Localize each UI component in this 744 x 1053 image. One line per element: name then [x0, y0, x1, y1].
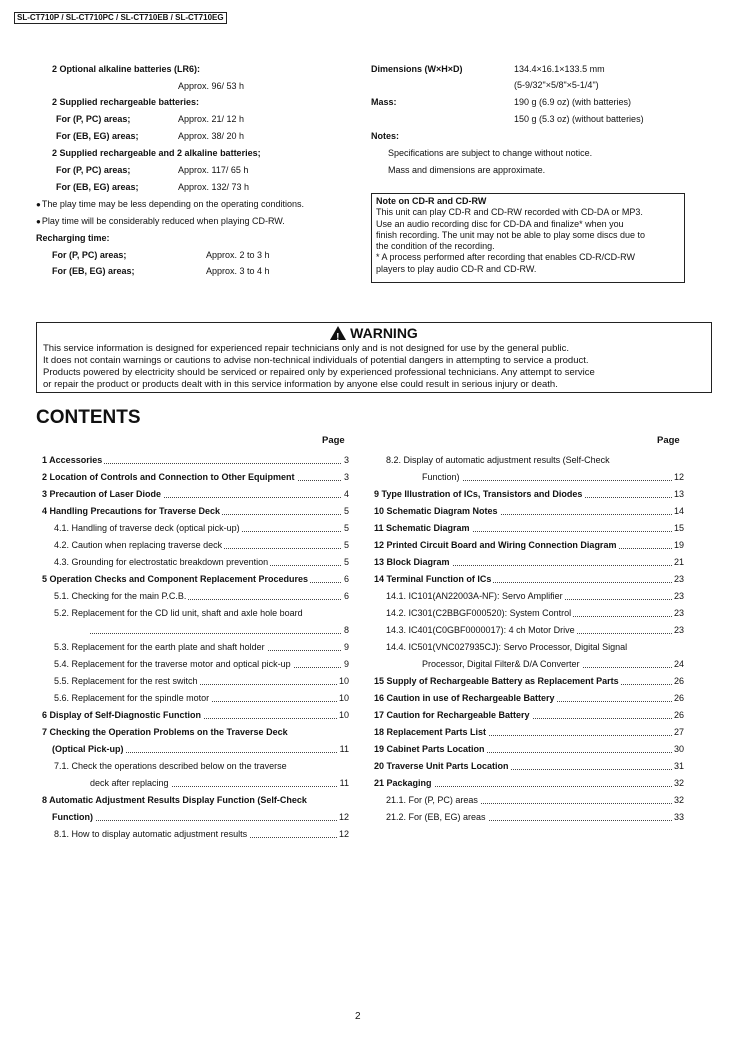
toc-entry-page: 10 [337, 707, 349, 724]
toc-entry-title: 12 Printed Circuit Board and Wiring Connection Diagram [374, 537, 618, 554]
toc-entry-title: 9 Type Illustration of ICs, Transistors and Diodes [374, 486, 584, 503]
toc-entry-page: 31 [672, 758, 684, 775]
toc-entry[interactable] [374, 520, 684, 537]
toc-entry[interactable] [42, 656, 349, 673]
toc-entry[interactable] [42, 469, 349, 486]
toc-entry-page: 26 [672, 690, 684, 707]
toc-entry-page: 12 [337, 826, 349, 843]
toc-left-column [42, 452, 349, 843]
play-time-note: ● The play time may be less depending on the operating conditions. [36, 199, 304, 210]
battery-spec-value: Approx. 117/ 65 h [178, 165, 249, 175]
battery-spec-label: 2 Optional alkaline batteries (LR6): [52, 64, 201, 74]
toc-entry-page: 3 [342, 469, 349, 486]
note-box-line: finish recording. The unit may not be able to play some discs due to [376, 229, 645, 240]
toc-entry[interactable] [374, 690, 684, 707]
toc-entry[interactable] [374, 571, 684, 588]
recharging-value: Approx. 3 to 4 h [206, 266, 270, 276]
warning-line: It does not contain warnings or cautions to advise non-technical individuals of potential dangers in attempting to service a product. [43, 355, 589, 366]
toc-entry-title: 13 Block Diagram [374, 554, 452, 571]
battery-spec-value: Approx. 132/ 73 h [178, 182, 250, 192]
toc-entry-title: 6 Display of Self-Diagnostic Function [42, 707, 203, 724]
toc-entry-title: 21 Packaging [374, 775, 434, 792]
toc-entry-title: 18 Replacement Parts List [374, 724, 488, 741]
toc-entry[interactable] [42, 724, 349, 741]
toc-entry-page: 5 [342, 520, 349, 537]
toc-right-column [374, 452, 684, 826]
toc-entry-page: 6 [342, 588, 349, 605]
toc-entry[interactable] [42, 775, 349, 792]
note-box-line: players to play audio CD-R and CD-RW. [376, 263, 537, 274]
toc-entry[interactable] [42, 452, 349, 469]
toc-entry[interactable] [374, 469, 684, 486]
toc-entry-page: 11 [338, 775, 349, 792]
toc-entry[interactable] [374, 707, 684, 724]
toc-entry-page: 12 [337, 809, 349, 826]
toc-entry-page: 26 [672, 707, 684, 724]
toc-entry-title: 10 Schematic Diagram Notes [374, 503, 500, 520]
toc-leader-dots [90, 633, 349, 634]
toc-entry[interactable] [42, 792, 349, 809]
model-header: SL-CT710P / SL-CT710PC / SL-CT710EB / SL-CT710EG [14, 12, 227, 24]
toc-entry-page: 5 [342, 537, 349, 554]
toc-entry-title: 7.1. Check the operations described below on the traverse [54, 758, 289, 775]
toc-entry-title: 8.1. How to display automatic adjustment results [54, 826, 249, 843]
toc-entry[interactable] [42, 673, 349, 690]
battery-spec-label: 2 Supplied rechargeable batteries: [52, 97, 200, 107]
toc-entry[interactable] [42, 809, 349, 826]
toc-entry[interactable] [374, 775, 684, 792]
toc-entry-title: 19 Cabinet Parts Location [374, 741, 487, 758]
toc-entry-title: (Optical Pick-up) [52, 741, 126, 758]
toc-entry-title: 21.1. For (P, PC) areas [386, 792, 480, 809]
toc-entry[interactable] [374, 809, 684, 826]
toc-entry-page: 11 [338, 741, 349, 758]
warning-title-text: WARNING [350, 325, 418, 341]
mass-value: 190 g (6.9 oz) (with batteries) [514, 97, 632, 107]
battery-spec-value: Approx. 21/ 12 h [178, 114, 245, 124]
toc-entry-title: 8 Automatic Adjustment Results Display Function (Self-Check [42, 792, 309, 809]
cd-r-rw-note-box [371, 193, 685, 283]
toc-entry[interactable] [374, 741, 684, 758]
warning-line: or repair the product or products dealt with in this service information by anyone else could result in serious injury or death. [43, 379, 558, 390]
toc-entry[interactable] [42, 605, 349, 622]
toc-entry-title: 3 Precaution of Laser Diode [42, 486, 163, 503]
toc-entry-title: 20 Traverse Unit Parts Location [374, 758, 511, 775]
toc-entry-page: 12 [672, 469, 684, 486]
toc-entry-page: 13 [672, 486, 684, 503]
toc-entry-title: Function) [422, 469, 462, 486]
toc-entry[interactable] [374, 656, 684, 673]
toc-entry-title: 4.3. Grounding for electrostatic breakdown prevention [54, 554, 270, 571]
battery-spec-label: 2 Supplied rechargeable and 2 alkaline batteries; [52, 148, 261, 158]
toc-entry-page: 32 [672, 775, 684, 792]
toc-entry-page: 9 [342, 656, 349, 673]
toc-entry-page: 23 [672, 588, 684, 605]
toc-entry-title: 4.2. Caution when replacing traverse deck [54, 537, 224, 554]
toc-entry[interactable] [374, 758, 684, 775]
toc-entry-page: 8 [342, 622, 349, 639]
battery-spec-label: For (EB, EG) areas; [56, 131, 139, 141]
mass-label: Mass: [371, 97, 397, 107]
toc-entry-title: 15 Supply of Rechargeable Battery as Replacement Parts [374, 673, 621, 690]
dimensions-label: Dimensions (W×H×D) [371, 64, 463, 74]
toc-entry-page: 14 [672, 503, 684, 520]
toc-entry[interactable] [374, 588, 684, 605]
toc-entry-page: 9 [342, 639, 349, 656]
page-column-label-right: Page [657, 435, 680, 446]
toc-entry[interactable] [42, 707, 349, 724]
toc-entry-page: 26 [672, 673, 684, 690]
toc-entry-title: Function) [52, 809, 95, 826]
toc-entry[interactable] [42, 588, 349, 605]
notes-label: Notes: [371, 131, 400, 141]
toc-entry[interactable] [374, 622, 684, 639]
dimensions-value: 134.4×16.1×133.5 mm [514, 64, 605, 74]
toc-entry[interactable] [42, 554, 349, 571]
contents-title: CONTENTS [36, 407, 141, 428]
note-mass-approx: Mass and dimensions are approximate. [388, 165, 546, 175]
toc-entry-title: 11 Schematic Diagram [374, 520, 472, 537]
toc-entry-title: 5 Operation Checks and Component Replacement Procedures [42, 571, 310, 588]
toc-entry[interactable] [42, 758, 349, 775]
toc-entry[interactable] [374, 639, 684, 656]
toc-entry[interactable] [42, 622, 349, 639]
toc-entry-title: Processor, Digital Filter& D/A Converter [422, 656, 582, 673]
toc-entry[interactable] [374, 605, 684, 622]
toc-entry-page: 6 [342, 571, 349, 588]
toc-entry-page: 23 [672, 622, 684, 639]
toc-entry-page: 15 [672, 520, 684, 537]
toc-entry-title: 5.4. Replacement for the traverse motor and optical pick-up [54, 656, 293, 673]
toc-entry-page: 4 [342, 486, 349, 503]
warning-triangle-icon [330, 326, 346, 340]
toc-entry[interactable] [374, 452, 684, 469]
toc-entry-title: 7 Checking the Operation Problems on the Traverse Deck [42, 724, 290, 741]
toc-entry[interactable] [42, 826, 349, 843]
toc-entry-page: 27 [672, 724, 684, 741]
page-number: 2 [355, 1011, 361, 1022]
toc-entry[interactable] [42, 537, 349, 554]
toc-entry-title: 14.4. IC501(VNC027935CJ): Servo Processor, Digital Signal [386, 639, 629, 656]
toc-entry-title: 5.3. Replacement for the earth plate and shaft holder [54, 639, 267, 656]
toc-entry-title: 14.3. IC401(C0GBF0000017): 4 ch Motor Drive [386, 622, 577, 639]
toc-entry-page: 21 [672, 554, 684, 571]
toc-entry-title: 17 Caution for Rechargeable Battery [374, 707, 532, 724]
toc-entry-page: 5 [342, 503, 349, 520]
toc-entry[interactable] [42, 571, 349, 588]
toc-entry-title: 14 Terminal Function of ICs [374, 571, 493, 588]
warning-line: Products powered by electricity should be serviced or repaired only by experienced professional technicians. Any attempt to service [43, 367, 595, 378]
toc-entry[interactable] [374, 554, 684, 571]
toc-entry-title: 21.2. For (EB, EG) areas [386, 809, 488, 826]
toc-entry-title: deck after replacing [90, 775, 171, 792]
note-box-title: Note on CD-R and CD-RW [376, 196, 487, 206]
recharging-value: Approx. 2 to 3 h [206, 250, 270, 260]
warning-title [43, 323, 705, 343]
note-specs-change: Specifications are subject to change without notice. [388, 148, 593, 158]
toc-entry-page: 3 [342, 452, 349, 469]
toc-entry-title: 5.1. Checking for the main P.C.B. [54, 588, 188, 605]
toc-entry-page: 32 [672, 792, 684, 809]
toc-entry-page: 19 [672, 537, 684, 554]
battery-spec-label: For (EB, EG) areas; [56, 182, 139, 192]
toc-entry-title: 2 Location of Controls and Connection to Other Equipment [42, 469, 297, 486]
toc-entry[interactable] [42, 503, 349, 520]
toc-entry-title: 14.1. IC101(AN22003A-NF): Servo Amplifier [386, 588, 565, 605]
toc-entry[interactable] [374, 503, 684, 520]
dimensions-value-imperial: (5-9/32"×5/8"×5-1/4") [514, 80, 599, 90]
warning-box [36, 322, 712, 393]
toc-entry-title: 5.5. Replacement for the rest switch [54, 673, 200, 690]
toc-entry-title: 5.2. Replacement for the CD lid unit, shaft and axle hole board [54, 605, 305, 622]
recharging-label: For (EB, EG) areas; [52, 266, 135, 276]
toc-entry-page: 23 [672, 605, 684, 622]
toc-entry[interactable] [374, 537, 684, 554]
note-box-line: This unit can play CD-R and CD-RW recorded with CD-DA or MP3. [376, 207, 643, 218]
battery-spec-value: Approx. 96/ 53 h [178, 81, 245, 91]
toc-entry-title: 16 Caution in use of Rechargeable Battery [374, 690, 557, 707]
toc-entry-page: 24 [672, 656, 684, 673]
toc-entry-page: 10 [337, 673, 349, 690]
toc-entry-title: 14.2. IC301(C2BBGF000520): System Control [386, 605, 573, 622]
toc-entry-page: 23 [672, 571, 684, 588]
toc-entry-title: 8.2. Display of automatic adjustment results (Self-Check [386, 452, 612, 469]
toc-entry-title: 4.1. Handling of traverse deck (optical pick-up) [54, 520, 242, 537]
toc-entry-title: 4 Handling Precautions for Traverse Deck [42, 503, 222, 520]
page-column-label-left: Page [322, 435, 345, 446]
recharging-label: For (P, PC) areas; [52, 250, 127, 260]
toc-entry[interactable] [42, 486, 349, 503]
toc-entry-page: 5 [342, 554, 349, 571]
toc-entry-page: 30 [672, 741, 684, 758]
toc-leader-dots [52, 820, 349, 821]
warning-line: This service information is designed for experienced repair technicians only and is not designed for use by the general public. [43, 343, 569, 354]
toc-entry-page: 10 [337, 690, 349, 707]
toc-entry-title: 5.6. Replacement for the spindle motor [54, 690, 211, 707]
toc-entry[interactable] [374, 673, 684, 690]
toc-entry[interactable] [374, 486, 684, 503]
note-box-line: Use an audio recording disc for CD-DA and finalize* when you [376, 218, 624, 229]
battery-spec-value: Approx. 38/ 20 h [178, 131, 245, 141]
toc-entry[interactable] [374, 724, 684, 741]
toc-entry[interactable] [42, 520, 349, 537]
toc-entry-title: 1 Accessories [42, 452, 104, 469]
note-box-line: the condition of the recording. [376, 241, 495, 252]
battery-spec-label: For (P, PC) areas; [56, 114, 131, 124]
toc-entry[interactable] [374, 792, 684, 809]
recharging-title: Recharging time: [36, 233, 110, 243]
toc-entry-page: 33 [672, 809, 684, 826]
battery-spec-label: For (P, PC) areas; [56, 165, 131, 175]
note-box-line: * A process performed after recording that enables CD-R/CD-RW [376, 252, 635, 263]
play-time-note: ● Play time will be considerably reduced when playing CD-RW. [36, 216, 285, 227]
mass-value-no-batteries: 150 g (5.3 oz) (without batteries) [514, 114, 644, 124]
toc-entry[interactable] [42, 639, 349, 656]
toc-entry[interactable] [42, 741, 349, 758]
toc-entry[interactable] [42, 690, 349, 707]
